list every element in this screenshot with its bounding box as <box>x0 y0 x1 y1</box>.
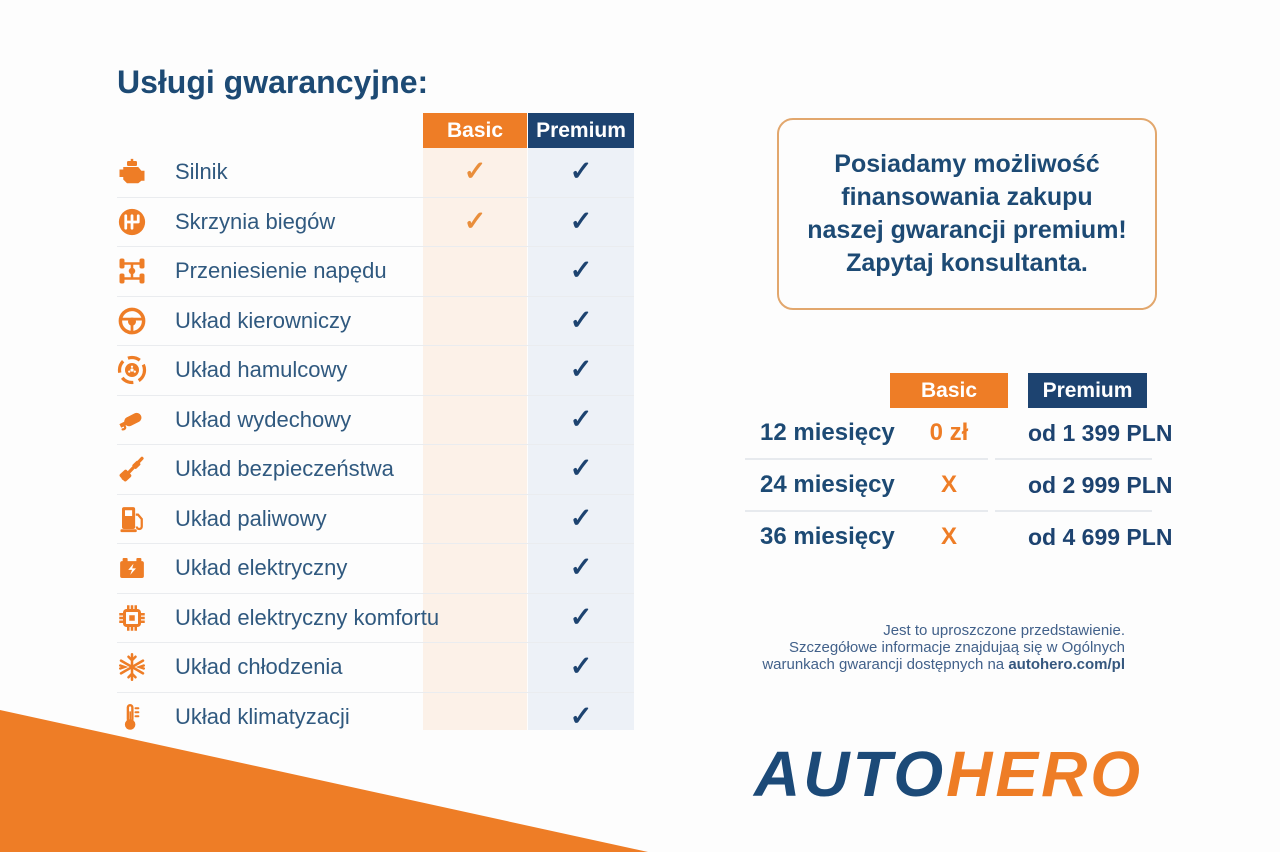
promo-text <box>807 148 1127 280</box>
feature-row <box>117 396 634 446</box>
feature-label: Układ hamulcowy <box>175 357 348 383</box>
logo-hero: HERO <box>946 738 1144 810</box>
thermometer-icon <box>117 702 147 732</box>
check-icon: ✓ <box>569 354 593 384</box>
feature-row <box>117 693 634 742</box>
feature-row <box>117 148 634 198</box>
check-icon: ✓ <box>569 700 593 731</box>
check-icon: ✓ <box>569 304 593 335</box>
feature-label: Układ chłodzenia <box>175 654 343 680</box>
check-icon: ✓ <box>569 502 593 533</box>
feature-label: Przeniesienie napędu <box>175 258 387 284</box>
disclaimer-line: Jest to uproszczone przedstawienie. <box>883 622 1125 639</box>
premium-price: od 4 699 PLN <box>1028 524 1173 550</box>
pricing-premium-header: Premium <box>1028 373 1147 408</box>
page-title: Usługi gwarancyjne: <box>117 64 429 100</box>
premium-column-header: Premium <box>528 113 634 148</box>
check-icon: ✓ <box>569 205 593 236</box>
pricing-period: 24 miesięcy <box>760 471 895 498</box>
drivetrain-icon <box>117 256 147 286</box>
promo-line: Zapytaj konsultanta. <box>846 249 1088 277</box>
steering-wheel-icon <box>117 306 147 336</box>
seatbelt-icon <box>117 454 147 484</box>
feature-row <box>117 297 634 347</box>
feature-label: Silnik <box>175 159 228 185</box>
check-icon: ✓ <box>569 651 593 681</box>
autohero-url: autohero.com/pl <box>1008 656 1125 673</box>
pricing-row <box>745 408 1173 460</box>
snowflake-icon <box>117 652 147 682</box>
pricing-basic-header: Basic <box>890 373 1008 408</box>
feature-label: Układ kierowniczy <box>175 307 352 333</box>
feature-label: Układ bezpieczeństwa <box>175 456 394 482</box>
check-icon: ✓ <box>463 156 487 186</box>
promo-line: finansowania zakupu <box>841 183 1093 211</box>
feature-row <box>117 544 634 594</box>
feature-label: Układ paliwowy <box>175 505 327 531</box>
pricing-period: 12 miesięcy <box>760 419 895 446</box>
logo-auto: AUTO <box>754 738 947 810</box>
feature-row <box>117 643 634 693</box>
check-icon: ✓ <box>569 403 593 434</box>
feature-row <box>117 594 634 644</box>
premium-price: od 1 399 PLN <box>1028 420 1173 446</box>
pricing-rows <box>745 408 1173 564</box>
feature-row <box>117 247 634 297</box>
feature-label: Układ elektryczny komfortu <box>175 604 440 630</box>
check-icon: ✓ <box>569 453 593 483</box>
feature-rows <box>117 148 634 741</box>
feature-label: Układ elektryczny <box>175 555 348 581</box>
basic-column-header: Basic <box>423 113 527 148</box>
brake-disc-icon <box>117 355 147 385</box>
pricing-row <box>745 460 1173 512</box>
check-icon: ✓ <box>569 552 593 582</box>
feature-row <box>117 346 634 396</box>
basic-price: X <box>940 523 957 550</box>
fuel-pump-icon <box>117 504 147 534</box>
feature-row <box>117 445 634 495</box>
feature-label: Układ wydechowy <box>175 406 352 432</box>
check-icon: ✓ <box>569 156 593 186</box>
check-icon: ✓ <box>463 205 487 236</box>
feature-row <box>117 198 634 248</box>
features-table <box>117 113 634 730</box>
promo-line: naszej gwarancji premium! <box>807 216 1127 244</box>
basic-price: X <box>940 471 957 498</box>
feature-row <box>117 495 634 545</box>
chip-icon <box>117 603 147 633</box>
check-icon: ✓ <box>569 255 593 285</box>
gearbox-icon <box>117 207 147 237</box>
check-icon: ✓ <box>569 601 593 632</box>
promo-line: Posiadamy możliwość <box>834 150 1100 178</box>
pricing-row <box>745 512 1173 564</box>
pricing-period: 36 miesięcy <box>760 523 895 550</box>
battery-icon <box>117 553 147 583</box>
exhaust-icon <box>117 405 147 435</box>
disclaimer <box>655 622 1125 673</box>
feature-label: Skrzynia biegów <box>175 208 336 234</box>
basic-price: 0 zł <box>929 419 969 446</box>
premium-price: od 2 999 PLN <box>1028 472 1173 498</box>
autohero-logo <box>754 738 1144 810</box>
engine-icon <box>117 157 147 187</box>
promo-box <box>777 118 1157 310</box>
feature-label: Układ klimatyzacji <box>175 703 350 729</box>
disclaimer-line: Szczegółowe informacje znajdujaą się w Ogólnych <box>788 639 1125 656</box>
disclaimer-line: warunkach gwarancji dostępnych na autohero.com/pl <box>762 656 1125 673</box>
